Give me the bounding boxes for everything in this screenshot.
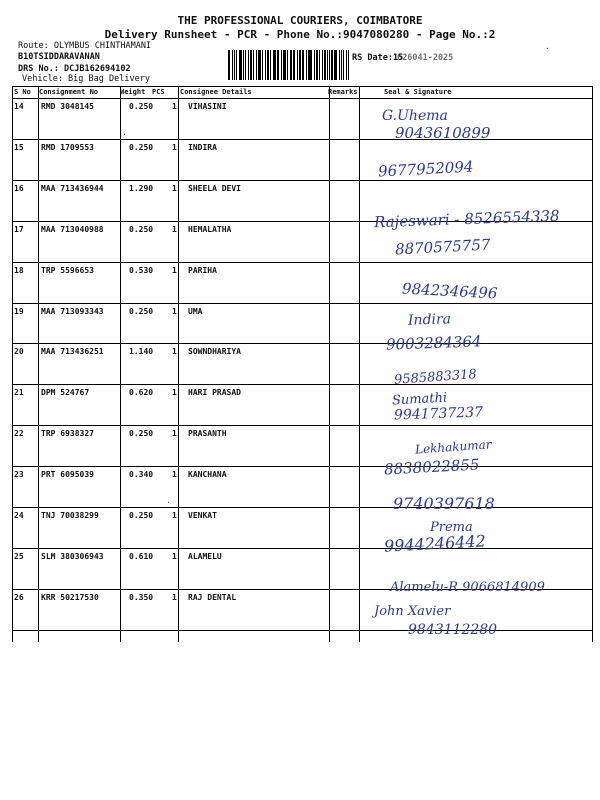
- barcode-bar: [250, 50, 252, 80]
- company-name: THE PROFESSIONAL COURIERS, COIMBATORE: [177, 14, 423, 27]
- cell-weight: 0.340: [129, 470, 154, 480]
- cell-consignee: SOWNDHARIYA: [188, 347, 241, 357]
- cell-sno: 15: [14, 142, 24, 152]
- table-row: [12, 304, 592, 344]
- barcode-bar: [232, 50, 233, 80]
- cell-weight: 0.250: [129, 224, 154, 234]
- cell-consignee: RAJ DENTAL: [188, 592, 237, 602]
- barcode-bar: [245, 50, 246, 80]
- barcode-bar: [297, 50, 298, 80]
- handwritten-signature: 9740397618: [393, 494, 495, 513]
- cell-sno: 25: [14, 551, 24, 561]
- cell-pcs: 1: [172, 183, 177, 193]
- handwritten-signature: John Xavier: [374, 604, 451, 619]
- cell-consignee: KANCHANA: [188, 470, 227, 480]
- cell-pcs: 1: [172, 265, 177, 275]
- barcode-bar: [287, 50, 288, 80]
- cell-consignee: VENKAT: [188, 511, 217, 520]
- cell-pcs: 1: [172, 347, 177, 357]
- barcode-bar: [293, 50, 295, 80]
- cell-consignment: RMD 1709553: [41, 142, 94, 152]
- cell-pcs: 1: [172, 102, 177, 111]
- handwritten-signature: 8838022855: [383, 455, 480, 479]
- cell-sno: 24: [14, 511, 24, 520]
- barcode-bar: [253, 50, 255, 80]
- handwritten-signature: 9944246442: [383, 531, 487, 556]
- cell-weight: 0.250: [129, 102, 154, 111]
- cell-pcs: 1: [172, 142, 177, 152]
- cell-sno: 26: [14, 592, 24, 602]
- cell-consignment: PRT 6095039: [41, 470, 94, 480]
- cell-consignment: TRP 6938327: [41, 429, 94, 439]
- barcode-bar: [236, 50, 238, 80]
- cell-consignment: MAA 713436251: [41, 347, 104, 357]
- cell-consignee: INDIRA: [188, 142, 217, 152]
- handwritten-signature: 9842346496: [401, 279, 498, 303]
- table-row: [12, 99, 592, 139]
- cell-weight: 1.290: [129, 183, 154, 193]
- handwritten-signature: Alamelu-R 9066814909: [390, 580, 545, 595]
- table-row: [12, 344, 592, 384]
- barcode-bar: [343, 50, 345, 80]
- cell-consignee: PRASANTH: [188, 429, 227, 439]
- cell-consignee: ALAMELU: [188, 551, 222, 561]
- column-divider: [178, 86, 179, 642]
- cell-pcs: 1: [172, 429, 177, 439]
- handwritten-signature: Prema: [430, 520, 473, 535]
- cell-weight: 0.250: [129, 429, 154, 439]
- cell-pcs: 1: [172, 306, 177, 316]
- cell-consignment: SLM 380306943: [41, 551, 104, 561]
- cell-weight: 0.250: [129, 511, 154, 520]
- staff-name: B10TSIDDARAVANAN: [18, 52, 100, 62]
- cell-consignee: VIHASINI: [188, 102, 227, 111]
- barcode-bar: [277, 50, 279, 80]
- handwritten-signature: Lekhakumar: [414, 437, 492, 457]
- cell-pcs: 1: [172, 551, 177, 561]
- cell-consignee: UMA: [188, 306, 203, 316]
- barcode: [228, 50, 350, 80]
- col-sno: S No: [14, 88, 31, 96]
- cell-consignment: TNJ 70038299: [41, 511, 99, 520]
- col-seal: Seal & Signature: [384, 88, 452, 96]
- barcode-bar: [346, 50, 347, 80]
- barcode-bar: [290, 50, 291, 80]
- cell-sno: 16: [14, 183, 24, 193]
- barcode-bar: [256, 50, 257, 80]
- cell-pcs: 1: [172, 511, 177, 520]
- cell-weight: 0.250: [129, 306, 154, 316]
- barcode-bar: [302, 50, 304, 80]
- cell-sno: 18: [14, 265, 24, 275]
- cell-weight: 0.350: [129, 592, 154, 602]
- handwritten-signature: G.Uhema: [382, 108, 448, 124]
- handwritten-signature: 9843112280: [408, 622, 498, 638]
- cell-consignee: SHEELA DEVI: [188, 183, 241, 193]
- barcode-bar: [270, 50, 271, 80]
- barcode-bar: [324, 50, 326, 80]
- cell-consignment: KRR 50217530: [41, 592, 99, 602]
- handwritten-signature: Rajeswari - 8526554338: [373, 206, 560, 232]
- cell-sno: 20: [14, 347, 24, 357]
- handwritten-signature: 9003284364: [385, 332, 482, 354]
- cell-consignment: DPM 524767: [41, 388, 90, 398]
- cell-consignee: HEMALATHA: [188, 224, 232, 234]
- barcode-bar: [299, 50, 301, 80]
- barcode-bar: [274, 50, 276, 80]
- barcode-bar: [262, 50, 263, 80]
- barcode-bar: [341, 50, 342, 80]
- barcode-bar: [228, 50, 230, 80]
- handwritten-signature: Indira: [407, 311, 452, 329]
- column-divider: [120, 86, 121, 642]
- barcode-bar: [258, 50, 261, 80]
- barcode-bar: [234, 50, 235, 80]
- runsheet-title: Delivery Runsheet - PCR - Phone No.:9047080280 - Page No.:2: [104, 28, 496, 41]
- table-row: [12, 426, 592, 466]
- handwritten-signature: 9585883318: [393, 367, 478, 388]
- route-label: Route: OLYMBUS CHINTHAMANI: [18, 41, 152, 51]
- column-divider: [12, 86, 13, 642]
- cell-consignment: MAA 713436944: [41, 183, 104, 193]
- cell-consignment: RMD 3048145: [41, 102, 94, 111]
- barcode-bar: [327, 50, 328, 80]
- barcode-bar: [248, 50, 249, 80]
- col-pcs: PCS: [152, 88, 165, 96]
- cell-weight: 0.250: [129, 142, 154, 152]
- handwritten-signature: 8870575757: [394, 235, 491, 259]
- drs-number: DRS No.: DCJB162694102: [18, 64, 131, 74]
- barcode-bar: [334, 50, 337, 80]
- barcode-bar: [291, 50, 292, 80]
- table-row: [12, 222, 592, 262]
- cell-sno: 22: [14, 429, 24, 439]
- cell-consignment: MAA 713093343: [41, 306, 104, 316]
- table-row: [12, 263, 592, 303]
- barcode-bar: [319, 50, 320, 80]
- barcode-bar: [331, 50, 333, 80]
- barcode-bar: [309, 50, 312, 80]
- column-divider: [592, 86, 593, 642]
- handwritten-signature: 9043610899: [395, 124, 491, 142]
- handwritten-signature: Sumathi: [391, 390, 448, 409]
- barcode-bar: [329, 50, 330, 80]
- vehicle-label: Vehicle: Big Bag Delivery: [22, 74, 150, 84]
- barcode-bar: [314, 50, 315, 80]
- cell-weight: 1.140: [129, 347, 154, 357]
- cell-sno: 19: [14, 306, 24, 316]
- barcode-bar: [306, 50, 307, 80]
- cell-sno: 23: [14, 470, 24, 480]
- barcode-bar: [267, 50, 269, 80]
- cell-pcs: 1: [172, 388, 177, 398]
- speck: ·: [122, 130, 127, 139]
- rs-date: RS Date:15: [352, 53, 404, 63]
- cell-consignee: PARIHA: [188, 265, 217, 275]
- row-divider: [12, 630, 592, 631]
- cell-consignee: HARI PRASAD: [188, 388, 241, 398]
- barcode-bar: [265, 50, 266, 80]
- cell-sno: 17: [14, 224, 24, 234]
- table-header: [12, 87, 592, 98]
- cell-weight: 0.530: [129, 265, 154, 275]
- cell-sno: 14: [14, 102, 24, 111]
- column-divider: [38, 86, 39, 642]
- cell-pcs: 1: [172, 470, 177, 480]
- cell-weight: 0.610: [129, 551, 154, 561]
- barcode-bar: [283, 50, 286, 80]
- barcode-bar: [281, 50, 282, 80]
- barcode-bar: [322, 50, 323, 80]
- barcode-bar: [316, 50, 318, 80]
- barcode-bar: [308, 50, 309, 80]
- cell-sno: 21: [14, 388, 24, 398]
- speck: ·: [166, 498, 171, 507]
- cell-pcs: 1: [172, 592, 177, 602]
- col-remarks: Remarks: [328, 88, 358, 96]
- barcode-bar: [339, 50, 340, 80]
- cell-consignment: MAA 713040988: [41, 224, 104, 234]
- speck: ·: [545, 44, 550, 53]
- col-consignment: Consignment No: [39, 88, 99, 96]
- table-row: [12, 385, 592, 425]
- cell-weight: 0.620: [129, 388, 154, 398]
- col-weight: Weight: [120, 88, 146, 96]
- rs-date-overprint: 626041-2025: [397, 53, 454, 63]
- handwritten-signature: 9941737237: [393, 404, 484, 424]
- barcode-bar: [239, 50, 242, 80]
- handwritten-signature: 9677952094: [377, 157, 474, 181]
- col-consignee: Consignee Details: [180, 88, 252, 96]
- table-row: [12, 467, 592, 507]
- cell-consignment: TRP 5596653: [41, 265, 94, 275]
- table-row: [12, 590, 592, 630]
- table-row: [12, 140, 592, 180]
- barcode-bar: [348, 50, 349, 80]
- table-row: [12, 508, 592, 548]
- cell-pcs: 1: [172, 224, 177, 234]
- barcode-bar: [273, 50, 274, 80]
- barcode-bar: [243, 50, 244, 80]
